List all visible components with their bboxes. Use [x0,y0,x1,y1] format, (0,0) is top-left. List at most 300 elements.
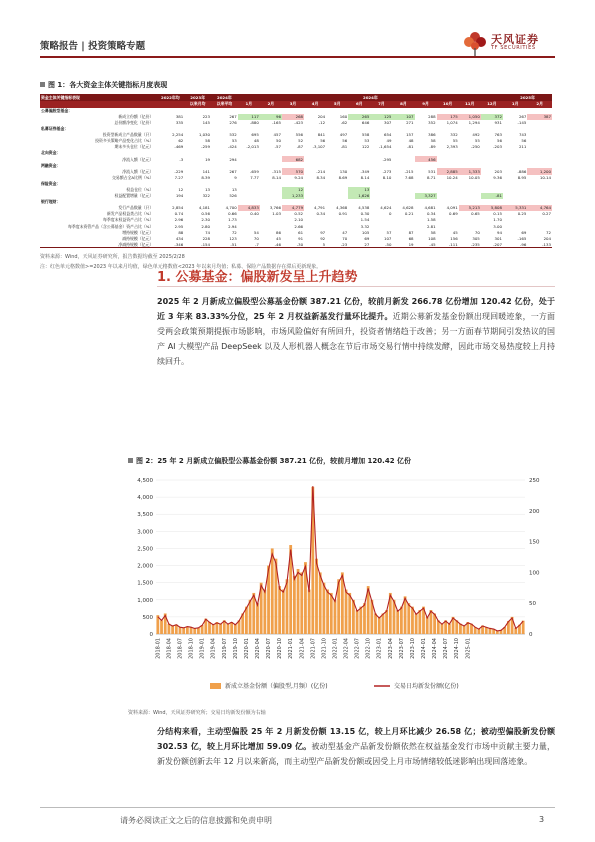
table-month-header: 3月 [282,101,304,108]
bar [297,569,300,634]
table-cell: 456 [415,156,437,162]
table-row [40,211,552,217]
table-cell: 70 [253,235,259,241]
table-row [40,175,552,181]
table-cell: -659 [250,168,259,174]
table-cell: 322 [202,193,211,199]
bar [271,548,274,634]
table-cell: 0.69 [449,211,458,217]
table-month-header: 11月 [459,101,481,108]
bar [190,627,193,634]
table-cell: 4,700 [225,205,237,211]
x-tick-label: 2022-07 [354,638,361,659]
table-cell: 2.81 [426,223,436,229]
table-cell: 372 [481,114,503,120]
table-cell: 194 [175,193,184,199]
table-cell: 57 [386,229,392,235]
bar [315,559,318,634]
table-cell: 0.15 [493,211,502,217]
row-label: 每季度末权益资产占比（%） [102,217,154,223]
table-cell: 3.00 [493,223,502,229]
table-cell: 72 [546,229,551,235]
table-cell: 53 [231,138,237,144]
table-year-header: 2025年 [503,94,552,101]
table-year-header: 资金主体关键指标表现 [40,94,156,101]
table-cell: 56 [521,138,527,144]
table-cell: 223 [202,113,211,119]
row-label: 净流入额（亿元） [122,168,154,174]
table-cell: -111 [437,242,459,248]
paragraph2-body: 被动型基金产品新发份额依然在权益基金发行市场中贡献主要力量，新发份额创新去年 12 月以来新高，而主动型产品新发份额或因受上月市场情绪较低迷影响出现回落迹象。 [157,742,555,766]
table-cell: 5,213 [459,205,481,211]
table-cell: -215 [404,168,414,174]
x-tick-label: 2019-10 [232,638,239,659]
table-cell: 122 [361,144,370,150]
bar [348,593,351,634]
paragraph2-highlight: 分结构来看，主动型偏股 25 年 2 月新发份额 13.15 亿，较上月环比减少 26.58 亿；被动型偏股新发份额 302.53 亿，较上月环比增加 59.09 亿。 [157,727,555,751]
table-cell: 3,766 [269,205,281,211]
bar [334,600,337,634]
table-cell: 332 [450,132,458,138]
table-cell: -250 [470,144,480,150]
table-cell: 556 [295,132,304,138]
table-cell: 72 [231,229,237,235]
table-cell: 2,885 [437,168,459,174]
table-cell: -81 [481,193,503,199]
figure2-caption: 25 年 2 月新成立偏股型公募基金份额 387.21 亿份，较前月增加 120.42 亿份 [157,457,412,465]
table-cell: 0.65 [471,211,480,217]
y-tick-label: 4,500 [137,478,153,484]
table-month-header: 1月 [503,101,527,108]
table-cell: 387 [527,114,552,120]
legend-swatch-bar [210,683,221,689]
table-cell: 204 [317,113,326,119]
row-label: 新发产品权益类占比（%） [106,211,154,217]
table-cell: 8.71 [426,174,436,180]
table-cell: -469 [174,144,184,150]
table-cell: 54 [253,229,259,235]
table-cell: 305 [472,235,480,241]
table-cell: 457 [273,132,281,138]
table-cell: 175 [437,114,459,120]
table-cell: -346 [156,242,184,248]
table-cell: 646 [361,119,370,125]
y-tick-label: 0 [149,632,153,638]
row-label: 增持规模（亿元） [122,229,154,235]
table-cell: 108 [428,235,436,241]
bar [359,607,362,634]
bar [356,610,359,634]
y-tick-label: 2,500 [137,546,153,553]
table-cell: 1.70 [493,217,502,223]
table-cell: 49 [386,138,392,144]
table-cell: -203 [493,144,502,150]
table-cell: -51 [211,242,238,248]
disclaimer-text: 请务必阅读正文之后的信息披露和免责申明 [120,816,272,825]
table-cell: 841 [317,132,326,138]
table-cell: 56 [342,138,348,144]
bar [182,628,185,634]
table-cell: 2.80 [201,223,211,229]
table-cell: 8.10 [382,174,392,180]
row-label: 保险资金： [41,180,61,186]
table-cell: 141 [202,168,211,174]
row-label: 北向资金： [41,150,61,156]
row-label: 投资型新成立产品数量（只） [102,132,154,138]
table-cell: 931 [494,119,502,125]
bar [319,572,322,634]
table-cell: 4,833 [238,205,260,211]
table-cell: 497 [339,132,348,138]
table-cell: 68 [408,235,414,241]
table-cell: 58 [430,138,436,144]
table-cell: 0.66 [228,211,237,217]
chart-canvas [128,470,555,702]
table-cell: 69 [364,235,370,241]
table-cell: -89 [429,144,436,150]
fund-issuance-chart [128,470,555,702]
table-cell: 1.03 [272,211,281,217]
table-year-header: 2022年均 [156,94,184,101]
table-cell: 12 [282,187,304,193]
table-cell: 695 [251,132,259,138]
bar [212,624,215,634]
section-divider [157,286,555,287]
row-label: 总份额净变化（亿份） [114,119,154,125]
page-number: 3 [539,815,545,824]
x-tick-label: 2018-07 [177,638,184,659]
table-cell: 8.69 [338,174,348,180]
table-cell: 2,393 [446,144,458,150]
table-cell: 526 [229,193,237,199]
table-cell: 55 [452,138,458,144]
table-body [40,108,552,248]
row-label: 两融资金： [41,162,61,168]
table-cell: 3,327 [415,193,437,199]
table-cell: 145 [202,119,211,125]
table-cell: 10.14 [539,174,551,180]
table-cell: 276 [229,119,237,125]
table-cell: 5 [304,242,326,248]
table-cell: -165 [517,235,527,241]
bar [407,603,410,634]
table-cell: 19 [392,242,414,248]
table-cell: 55 [474,138,480,144]
bar [186,626,189,634]
table-cell: 1,233 [282,193,304,199]
report-category: 策略报告 | 投资策略专题 [40,41,146,52]
table-cell: 4,791 [314,205,326,211]
table-cell: 381 [175,113,184,119]
table-cell: 0.30 [360,211,370,217]
x-tick-label: 2024-07 [443,638,450,659]
x-tick-label: 2025-01 [465,638,472,659]
legend-label-line: 交易日均新发份额(亿份) [394,683,459,690]
table-cell: 1,626 [348,193,370,199]
table-cell: 492 [472,132,480,138]
table-cell: -349 [360,168,370,174]
table-cell: 9 [234,174,237,180]
table-cell: 4,624 [380,205,392,211]
table-month-header: 10月 [437,101,459,108]
header-divider [40,56,555,58]
series-line [158,486,523,631]
table-cell: -423 [294,119,304,125]
x-tick-label: 2022-10 [365,638,372,659]
table-cell: 12 [178,186,184,192]
row-label: 每季度末资管产品（含公募基金）资产占比（%） [67,223,154,229]
bar [171,625,174,634]
y-tick-label: 3,500 [137,512,153,519]
figure2-label: 图 2： [136,457,158,465]
y-tick-label: 3,000 [137,529,153,536]
table-cell: -45 [415,242,437,248]
table-cell: 45 [452,229,458,235]
table-cell: 94 [497,229,502,235]
figure2-source: 资料来源：Wind，天风证券研究所；交易日均新发份额为右轴 [128,710,266,716]
table-cell: 5,808 [481,205,503,211]
table-cell: -12 [318,119,326,125]
table-cell: 2,254 [172,132,184,138]
table-cell: 4,368 [336,205,348,211]
y2-tick-label: 0 [529,632,533,638]
table-year-header: 2024年 [211,94,238,101]
table-cell: -259 [201,144,211,150]
table-cell: 7.27 [174,174,184,180]
table-cell: -133 [527,242,552,248]
table-cell: 48 [408,138,414,144]
table-cell: 2.96 [174,217,184,223]
table-cell: 97 [320,229,326,235]
logo-english-name: TF SECURITIES [491,45,536,51]
table-cell: 52 [298,138,304,144]
y-tick-label: 1,000 [137,597,153,604]
table-cell: 62 [178,138,184,144]
table-month-header: 5月 [326,101,348,108]
table-cell: -81 [340,144,348,150]
y2-tick-label: 150 [529,539,540,546]
y-tick-label: 500 [142,614,153,621]
figure1-note: 注：红色单元格数值>=2023 年以来月均值，绿色单元格数值<2023 年以来月均值；私募、保险产品数据存在滞后更新现象。 [40,264,322,270]
table-cell: 58 [205,138,211,144]
table-cell: 268 [282,114,304,120]
bar [322,583,325,634]
table-cell: 107 [392,114,414,120]
table-cell: 8.14 [360,174,370,180]
table-cell: 211 [518,144,527,150]
table-cell: 2.66 [294,223,304,229]
paragraph1-body: 近期公募新发基金份额出现回暖迹象，一方面受两会政策预期提振市场影响，市场风险偏好有所回升，投资者情绪趋于改善；另一方面春节期间引发热议的国产 AI 大模型产品 DeepSeek 以及人形机器人概念在节后市场交易行情中持续发酵，因此市场交易热度较上月持续回升。 [157,312,556,366]
table-month-header: 9月 [415,101,437,108]
table-cell: -295 [382,156,392,162]
table-cell: 267 [229,113,237,119]
table-month-header: 以来平均 [211,101,238,108]
table-cell: 288 [428,113,436,119]
figure1-caption: 各大资金主体关键指标月度表现 [69,81,168,89]
table-month-header: 12月 [481,101,503,108]
table-cell: 0.52 [294,211,304,217]
bar [426,617,429,634]
row-label: 净流入额（亿元） [122,156,154,162]
table-cell: 45 [276,235,281,241]
table-cell: 4,628 [402,205,414,211]
row-label: 交易额占全A比例（%） [111,174,154,180]
table-cell: 7.77 [250,174,259,180]
logo-chinese-name: 天风证券 [491,33,539,46]
table-cell: 50 [276,138,281,144]
table-cell: 27 [348,242,370,248]
figure-marker-icon [128,458,133,463]
table-cell: -62 [340,119,348,125]
x-tick-label: 2019-04 [210,638,217,659]
bar [179,627,182,634]
paragraph-new-issuance [157,294,555,369]
table-cell: 4,538 [358,205,370,211]
bar [293,576,296,634]
table-cell: 87 [408,229,414,235]
table-cell: 10.24 [446,174,458,180]
table-row [40,120,552,126]
table-cell: 558 [361,132,370,138]
table-month-header: 7月 [370,101,392,108]
table-cell: 763 [494,132,502,138]
table-cell: 204 [543,235,551,241]
bar [300,572,303,634]
table-cell: 267 [229,168,237,174]
table-cell: 13 [205,186,211,192]
row-label: 新成立份额（亿份） [118,113,154,119]
table-cell: 352 [428,119,436,125]
table-cell: 53 [364,138,370,144]
table-cell: 1.73 [228,217,237,223]
table-cell: 1,050 [459,114,481,120]
bar [441,624,444,634]
table-cell: 19 [205,156,211,162]
table-cell: -30 [282,242,304,248]
table-cell: 0.74 [174,211,184,217]
table-cell: -57 [274,144,281,150]
table-cell: 531 [428,168,436,174]
table-cell: 4,681 [424,205,436,211]
x-tick-label: 2024-01 [421,638,428,659]
table-cell: 86 [276,229,281,235]
bar [193,628,196,634]
bar [282,590,285,634]
table-cell: 70 [342,235,348,241]
table-month-header: 1月 [238,101,260,108]
table-cell: 7.68 [404,174,414,180]
table-cell: 1,030 [198,132,211,138]
table-cell: 74 [205,229,211,235]
table-cell: -165 [272,119,281,125]
y-tick-label: 2,000 [137,563,153,570]
table-cell: 0.34 [426,211,436,217]
bar [378,617,381,634]
bar [385,610,388,634]
table-cell: 265 [348,114,370,120]
table-cell: 8.39 [201,174,211,180]
bar [219,624,222,634]
table-cell: 434 [175,235,184,241]
table-cell: 5,331 [503,205,527,211]
paragraph1-highlight: 2025 年 2 月新成立偏股型公募基金份额 387.21 亿份，较前月新发 266.78 亿份增加 120.42 亿份，处于近 3 年来 83.33%分位，25 年 2 月权益新基发行量环比提升。 [157,297,555,321]
y-tick-label: 1,500 [137,580,153,587]
x-tick-label: 2018-10 [188,638,195,659]
x-tick-label: 2023-01 [376,638,383,659]
table-cell: -2,013 [246,144,259,150]
table-month-header: 2月 [260,101,282,108]
table-cell: -50 [370,242,392,248]
bar [330,593,333,634]
table-row [40,132,552,138]
table-header-years [40,94,552,101]
table-cell: 2.10 [294,217,304,223]
table-cell: 125 [370,114,392,120]
table-cell: 203 [494,168,502,174]
x-tick-label: 2023-10 [409,638,416,659]
table-cell: -315 [272,168,281,174]
table-year-header: 2023年 [184,94,211,101]
bar [278,586,281,634]
figure1-title [40,80,167,90]
bar [396,610,399,634]
table-cell: 294 [229,156,237,162]
footer-divider [40,807,555,808]
table-cell: 13 [348,187,370,193]
table-cell: 386 [428,132,436,138]
table-cell: 335 [175,119,184,125]
row-label: 银行理财： [41,199,61,205]
x-tick-label: 2023-04 [387,638,394,659]
table-cell: -87 [296,144,304,150]
table-cell: 0.21 [404,211,414,217]
bar [418,610,421,634]
table-cell: 9.36 [493,174,502,180]
x-tick-label: 2019-07 [221,638,228,659]
row-label: 权益配置增量（亿元） [114,193,154,199]
section-heading: 1. 公募基金：偏股新发呈上升趋势 [157,270,358,285]
table-cell: 0.40 [250,211,259,217]
table-cell: -235 [459,242,481,248]
table-cell: -81 [407,144,414,150]
figure-marker-icon [40,82,45,87]
table-cell: -424 [227,144,237,150]
x-tick-label: 2021-04 [299,638,306,659]
x-tick-label: 2020-04 [254,638,261,659]
x-tick-label: 2019-01 [199,638,206,659]
table-cell: 92 [320,235,326,241]
bar [160,620,163,634]
table-cell: 9.24 [294,174,304,180]
row-label: 投资多头策略产品变化占比（%） [95,138,154,144]
bar [400,607,403,634]
y2-tick-label: 100 [529,570,540,577]
table-month-header: 8月 [392,101,414,108]
bar [234,624,237,634]
table-cell: 56 [320,138,326,144]
bar [227,624,230,634]
table-cell: 0.91 [338,211,348,217]
table-cell: 2.30 [201,217,211,223]
y2-tick-label: 250 [529,478,540,484]
table-cell: 0 [388,211,392,217]
table-cell: 13 [231,186,237,192]
bar [249,600,252,634]
table-year-header: 2024年 [238,94,503,101]
table-cell: 271 [406,119,414,125]
row-label: 私募证券基金： [41,126,69,132]
x-tick-label: 2022-04 [343,638,350,659]
